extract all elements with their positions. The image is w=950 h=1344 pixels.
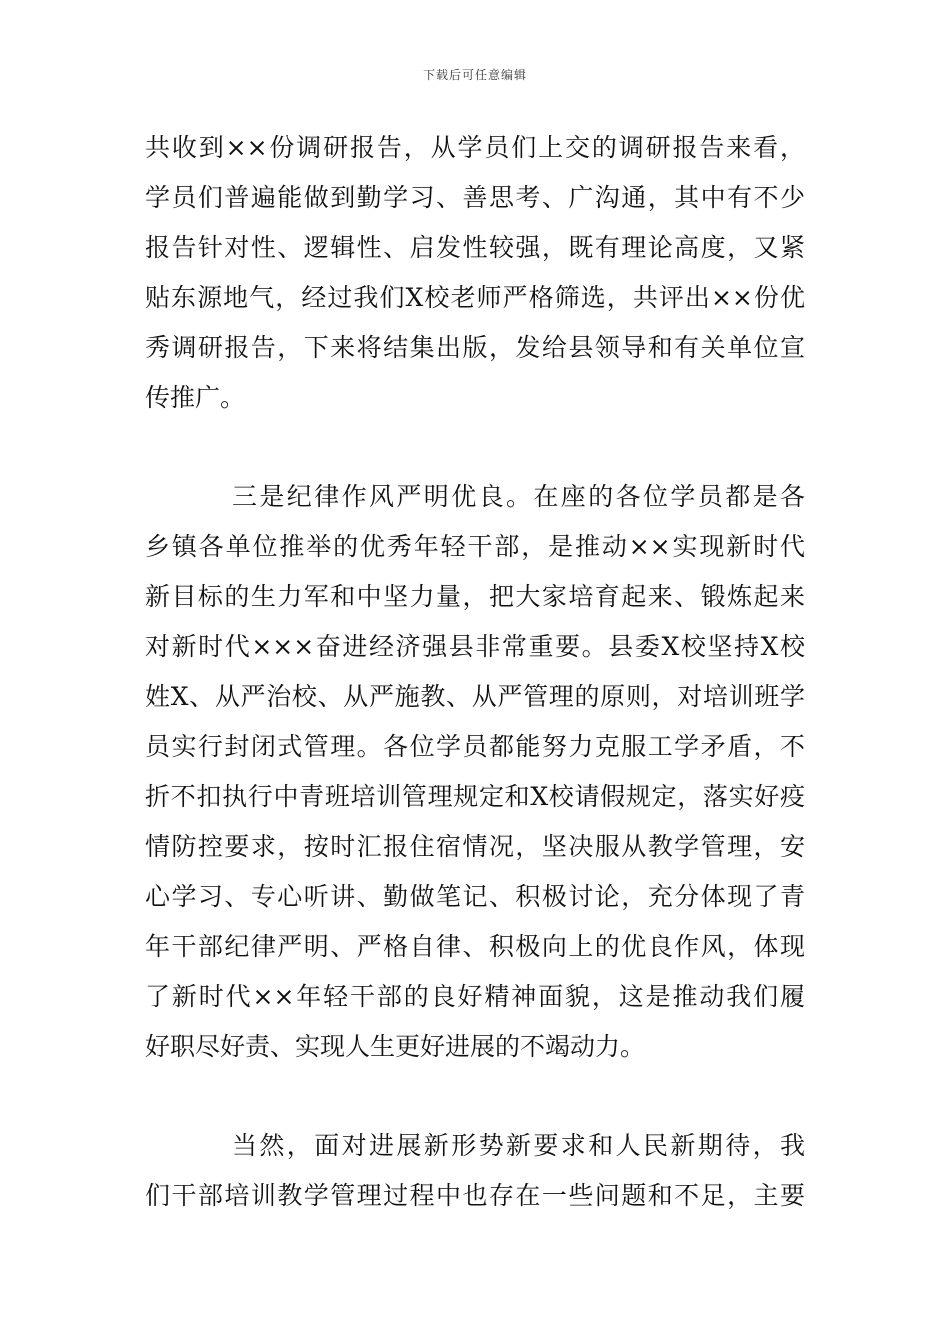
text-line: 姓X、从严治校、从严施教、从严管理的原则，对培训班学 <box>145 682 805 711</box>
text-line: 传推广。 <box>145 383 246 412</box>
text-line: 对新时代×××奋进经济强县非常重要。县委X校坚持X校 <box>145 632 805 661</box>
text-line: 员实行封闭式管理。各位学员都能努力克服工学矛盾，不 <box>145 732 805 761</box>
text-line: 了新时代××年轻干部的良好精神面貌，这是推动我们履 <box>145 982 805 1011</box>
text-line: 们干部培训教学管理过程中也存在一些问题和不足，主要 <box>145 1181 805 1210</box>
text-line: 贴东源地气，经过我们X校老师严格筛选，共评出××份优 <box>145 283 805 312</box>
text-line: 三是纪律作风严明优良。在座的各位学员都是各 <box>232 482 805 511</box>
page-header-note: 下载后可任意编辑 <box>422 68 527 82</box>
text-line: 心学习、专心听讲、勤做笔记、积极讨论，充分体现了青 <box>145 882 805 911</box>
text-line: 新目标的生力军和中坚力量，把大家培育起来、锻炼起来 <box>145 582 805 611</box>
text-line: 年干部纪律严明、严格自律、积极向上的优良作风，体现 <box>145 932 805 961</box>
text-line: 情防控要求，按时汇报住宿情况，坚决服从教学管理，安 <box>145 832 805 861</box>
text-line: 共收到××份调研报告，从学员们上交的调研报告来看， <box>145 133 805 162</box>
text-line: 学员们普遍能做到勤学习、善思考、广沟通，其中有不少 <box>145 183 805 212</box>
text-line: 乡镇各单位推举的优秀年轻干部，是推动××实现新时代 <box>145 532 805 561</box>
text-line: 报告针对性、逻辑性、启发性较强，既有理论高度，又紧 <box>145 233 805 262</box>
text-line: 好职尽好责、实现人生更好进展的不竭动力。 <box>145 1032 646 1061</box>
text-line: 当然，面对进展新形势新要求和人民新期待，我 <box>232 1131 805 1160</box>
text-line: 秀调研报告，下来将结集出版，发给县领导和有关单位宣 <box>145 333 805 362</box>
text-line: 折不扣执行中青班培训管理规定和X校请假规定，落实好疫 <box>145 782 805 811</box>
